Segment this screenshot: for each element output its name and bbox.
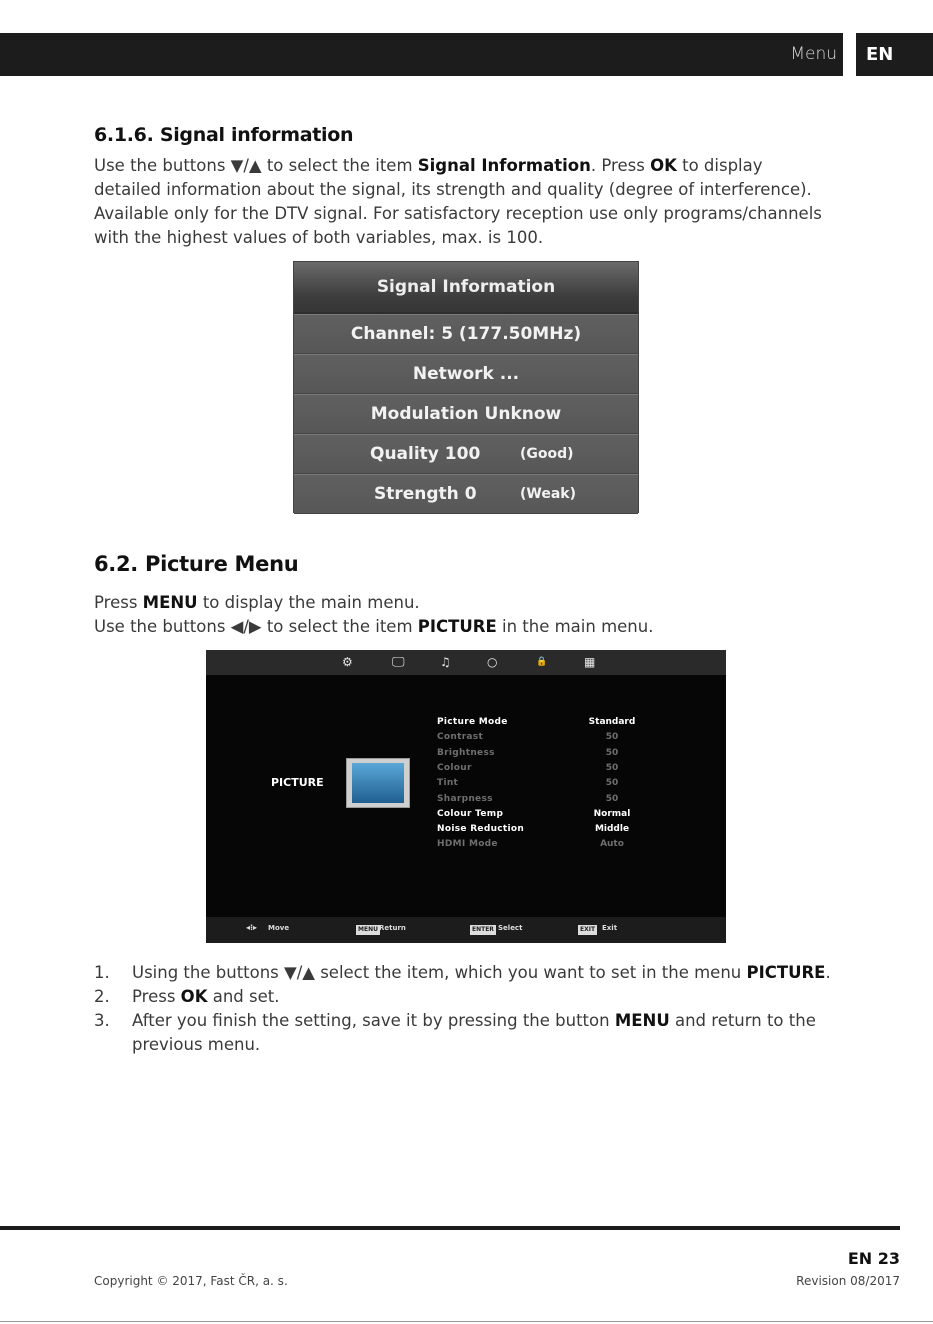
picture-monitor-icon: 🖵 xyxy=(392,655,405,670)
sound-note-icon: ♫ xyxy=(440,655,451,669)
tv-menu-item-label: Picture Mode xyxy=(437,717,508,727)
section-heading-signal: 6.1.6. Signal information xyxy=(94,124,354,146)
footer-divider xyxy=(0,1226,900,1230)
picture-paragraph: Press MENU to display the main menu. Use the buttons ◀/▶ to select the item PICTURE in the main menu. xyxy=(94,593,654,636)
signal-quality-row xyxy=(294,434,638,474)
tv-menu-item-value: Standard xyxy=(588,717,636,727)
hint-return: Return xyxy=(379,924,406,932)
tv-menu-item-value: 50 xyxy=(605,747,619,758)
tv-menu-item-value: Middle xyxy=(594,824,630,835)
lock-icon: 🔒 xyxy=(536,657,548,667)
tv-menu-item-label: Sharpness xyxy=(437,793,493,804)
tv-menu-item-value: Normal xyxy=(593,808,631,819)
revision-text: Revision 08/2017 xyxy=(796,1274,900,1288)
instruction-steps xyxy=(94,961,854,1057)
signal-modulation-row: Modulation Unknow xyxy=(294,394,638,434)
tv-menu-item-value: 50 xyxy=(605,732,619,743)
step-item: 1. Using the buttons ▼/▲ select the item, which you want to set in the menu PICTURE. xyxy=(94,963,831,982)
signal-information-box xyxy=(293,261,639,513)
tv-menu-item-value: Auto xyxy=(600,839,624,850)
section-heading-picture: 6.2. Picture Menu xyxy=(94,552,299,576)
step-item: 3. After you finish the setting, save it by pressing the button MENU and return to the previous menu. xyxy=(94,1011,816,1054)
tv-menu-item-value: 50 xyxy=(605,762,619,773)
language-badge: EN xyxy=(856,33,933,76)
tv-menu-side-label: PICTURE xyxy=(271,776,324,789)
strength-tag: (Weak) xyxy=(520,486,576,502)
strength-label: Strength 0 xyxy=(374,484,477,504)
header-menu-label: Menu xyxy=(790,44,837,64)
signal-channel-row: Channel: 5 (177.50MHz) xyxy=(294,314,638,354)
exit-key-icon: EXIT xyxy=(580,926,596,933)
picture-menu-screenshot xyxy=(206,650,726,943)
setup-grid-icon: ▦ xyxy=(584,655,596,669)
tv-menu-item-value: 50 xyxy=(605,778,619,789)
signal-network-row: Network ... xyxy=(294,354,638,394)
step-item: 2. Press OK and set. xyxy=(94,987,280,1006)
tv-menu-item-label: Tint xyxy=(437,778,459,789)
signal-box-title: Signal Information xyxy=(294,262,638,314)
signal-paragraph: Use the buttons ▼/▲ to select the item Signal Information. Press OK to display detailed information about the signal, its strength and quality (degree of interference). Available only for the DTV signal. For satisfactory reception use only programs/channels with the highest values of both variables, max. is 100. xyxy=(94,156,822,247)
tv-menu-item-label: Noise Reduction xyxy=(437,824,525,835)
hint-move: Move xyxy=(268,924,290,932)
page-number: EN 23 xyxy=(847,1249,900,1268)
menu-key-icon: MENU xyxy=(358,926,378,933)
tv-picture-icon xyxy=(346,758,410,808)
tv-menu-item-label: Brightness xyxy=(437,747,495,758)
enter-key-icon: ENTER xyxy=(472,926,494,933)
quality-tag: (Good) xyxy=(520,446,574,462)
hint-exit: Exit xyxy=(602,924,618,932)
page-bottom-edge xyxy=(0,1321,933,1322)
hint-select: Select xyxy=(498,924,523,932)
quality-label: Quality 100 xyxy=(370,444,481,464)
tv-menu-item-label: Contrast xyxy=(437,732,484,743)
copyright-text: Copyright © 2017, Fast ČR, a. s. xyxy=(94,1274,288,1288)
tv-menu-item-label: Colour Temp xyxy=(437,808,504,819)
signal-strength-row xyxy=(294,474,638,514)
settings-gear-icon: ⚙ xyxy=(342,655,353,669)
tv-menu-item-label: HDMI Mode xyxy=(437,839,498,850)
move-arrows-icon: ◂⁝▸ xyxy=(246,923,258,932)
time-clock-icon: ○ xyxy=(487,655,498,669)
tv-menu-item-label: Colour xyxy=(437,762,472,773)
header-bar xyxy=(0,33,843,76)
tv-menu-tab-bar xyxy=(206,650,726,675)
tv-menu-item-value: 50 xyxy=(605,793,619,804)
tv-menu-hint-bar xyxy=(206,917,726,943)
